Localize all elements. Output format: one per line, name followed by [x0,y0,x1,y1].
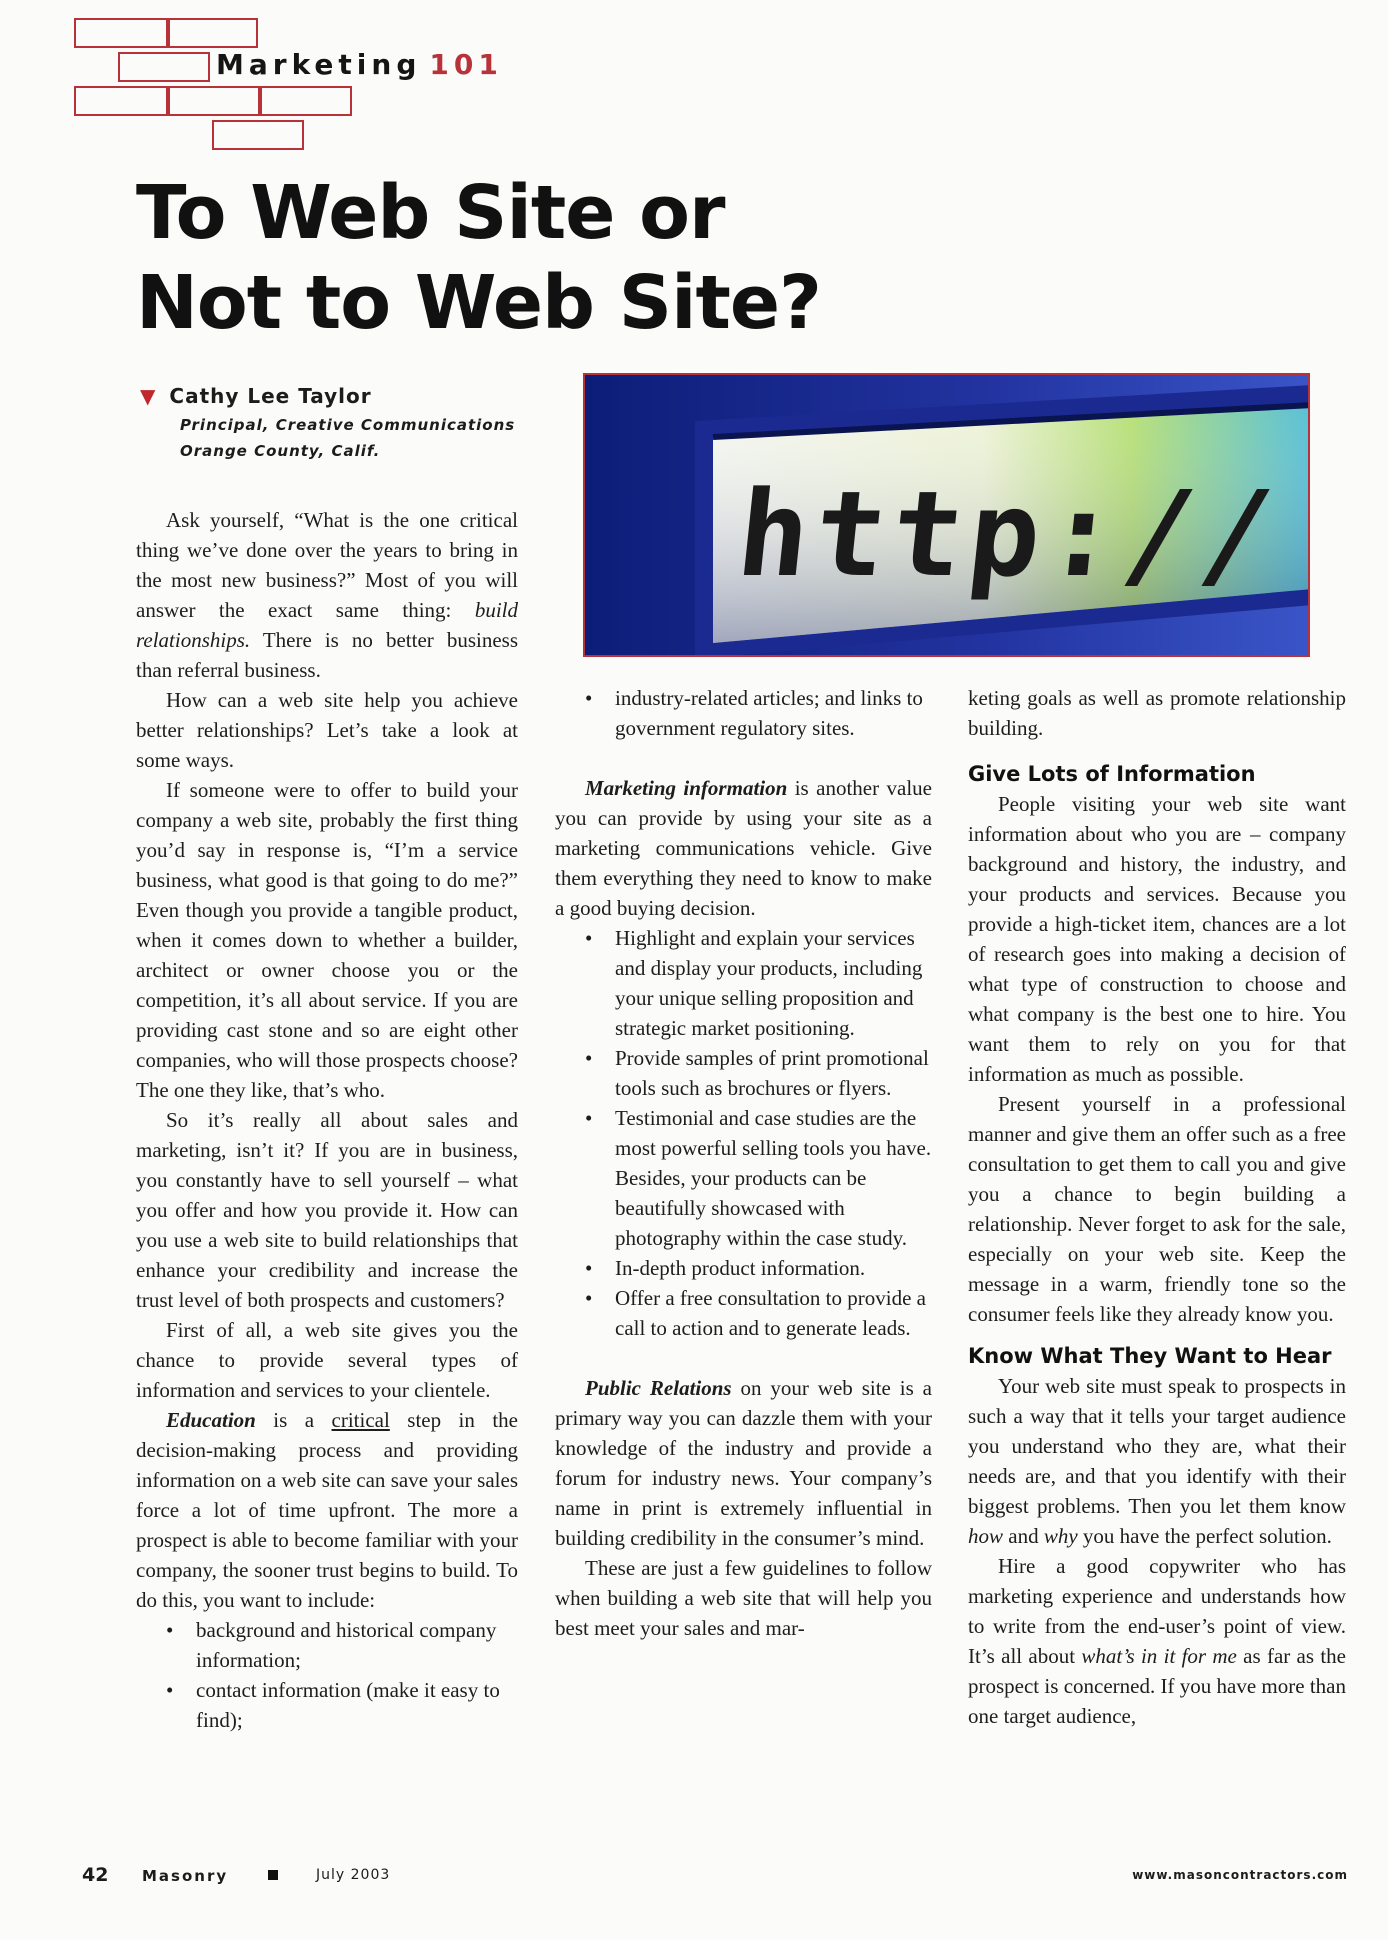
author-role: Principal, Creative Communications [180,416,516,434]
http-screen-graphic [585,375,1310,657]
brick [74,86,168,116]
page-number: 42 [82,1864,109,1886]
bullet-list [136,1615,518,1735]
hero-image-http [583,373,1310,657]
paragraph: These are just a few guidelines to follow when building a web site that will help you best meet your sales and mar- [555,1556,932,1640]
column-3 [968,683,1346,1731]
author-location: Orange County, Calif. [180,442,381,460]
paragraph: If someone were to offer to build your company a web site, probably the first thing you’d say in response is, “I’m a service business, what good is that going to do me?” Even though you provide a tangible product, when it comes down to whether a builder, architect or owner choose you or the competition, it’s all about service. If you are providing cast stone and so are eight other companies, who will those prospects choose? The one they like, that’s who. [136,778,518,1102]
paragraph: People visiting your web site want information about who you are – company background and history, the industry, and your products and services. Because you provide a high-ticket item, chances are a lot of research goes into making a decision of what type of construction to choose and what company is the best one to hire. You want them to rely on you for that information as much as possible. [968,792,1346,1086]
paragraph: Present yourself in a professional manner and give them an offer such as a free consultation to get them to call you and give you a chance to begin building a relationship. Never forget to ask for the sale, especially on your web site. Keep the message in a warm, friendly tone so the consumer feels like they already know you. [968,1092,1346,1326]
text-run: and [1003,1524,1044,1548]
list-item: • In-depth product information. [555,1253,932,1283]
paragraph [136,1405,518,1615]
text-run: as far as the prospect is concerned. If you have more than one target audience, [968,1644,1346,1728]
series-name: Marketing [216,48,422,81]
text-run: There is no better business than referral business. [136,628,518,682]
emphasis: why [1043,1524,1078,1548]
paragraph [136,505,518,685]
brick [74,18,168,48]
triangle-bullet-icon: ▼ [140,384,156,408]
bullet-list [555,683,932,743]
paragraph: So it’s really all about sales and marketing, isn’t it? If you are in business, you constantly have to sell yourself – what you offer and how you provide it. How can you use a web site to build relationships that enhance your credibility and increase the trust level of both prospects and customers? [136,1108,518,1312]
lead-term: Public Relations [585,1376,732,1400]
paragraph [555,1373,932,1553]
list-item: • Testimonial and case studies are the most powerful selling tools you have. Besides, your products can be beautifully showcased with photography within the case study. [555,1103,932,1253]
column-2 [555,683,932,1643]
square-separator-icon [268,1870,278,1880]
headline-line-1: To Web Site or [136,170,725,256]
subheading: Know What They Want to Hear [968,1344,1332,1368]
text-run: on your web site is a primary way you can dazzle them with your knowledge of the industry and provide a forum for industry news. Your company’s name in print is extremely influential in building credibility in the consumer’s mind. [555,1376,932,1550]
emphasis: how [968,1524,1004,1548]
brick [168,86,260,116]
paragraph: keting goals as well as promote relationship building. [968,686,1346,740]
author-name: Cathy Lee Taylor [169,384,372,408]
brick [118,52,210,82]
list-item: • Offer a free consultation to provide a call to action and to generate leads. [555,1283,932,1343]
website-url: www.masoncontractors.com [1132,1868,1348,1882]
emphasis: build relationships. [136,598,518,652]
section-label [216,48,503,81]
byline [140,384,515,464]
text-run: is a [255,1408,332,1432]
series-number: 101 [429,48,503,81]
lead-term: Education [166,1408,256,1432]
paragraph [968,1371,1346,1551]
brick [168,18,258,48]
http-text: http:// [731,465,1285,603]
paragraph: First of all, a web site gives you the chance to provide several types of information and services to your clientele. [136,1318,518,1402]
lead-term: Marketing information [585,776,788,800]
list-item: • contact information (make it easy to find); [136,1675,518,1735]
text-run: Your web site must speak to prospects in such a way that it tells your target audience you understand who they are, what their needs are, and that you identify with their biggest problems. Then you let them know [968,1374,1346,1518]
list-item: • background and historical company information; [136,1615,518,1675]
paragraph [968,1551,1346,1731]
text-run: you have the perfect solution. [1077,1524,1332,1548]
publication-name: Masonry [142,1867,229,1885]
subheading: Give Lots of Information [968,762,1256,786]
headline-line-2: Not to Web Site? [136,260,821,346]
brick [260,86,352,116]
column-1 [136,505,518,1735]
list-item: • Highlight and explain your services and display your products, including your unique selling proposition and strategic market positioning. [555,923,932,1043]
paragraph [555,773,932,923]
underlined-term: critical [331,1408,390,1432]
text-run: Hire a good copywriter who has marketing experience and understands how to write from the end-user’s point of view. It’s all about [968,1554,1346,1668]
article-headline [136,168,821,348]
paragraph: How can a web site help you achieve better relationships? Let’s take a look at some ways. [136,688,518,772]
emphasis: what’s in it for me [1081,1644,1237,1668]
text-run: step in the decision-making process and providing information on a web site can save your sales force a lot of time upfront. The more a prospect is able to become familiar with your company, the sooner trust begins to build. To do this, you want to include: [136,1408,518,1612]
list-item: • industry-related articles; and links to government regulatory sites. [555,683,932,743]
text-run: is another value you can provide by using your site as a marketing communications vehicle. Give them everything they need to know to make a good buying decision. [555,776,932,920]
list-item: • Provide samples of print promotional tools such as brochures or flyers. [555,1043,932,1103]
issue-date: July 2003 [316,1867,391,1883]
text-run: Ask yourself, “What is the one critical thing we’ve done over the years to bring in the most new business?” Most of you will answer the exact same thing: [136,508,518,622]
bullet-list [555,923,932,1343]
brick [212,120,304,150]
